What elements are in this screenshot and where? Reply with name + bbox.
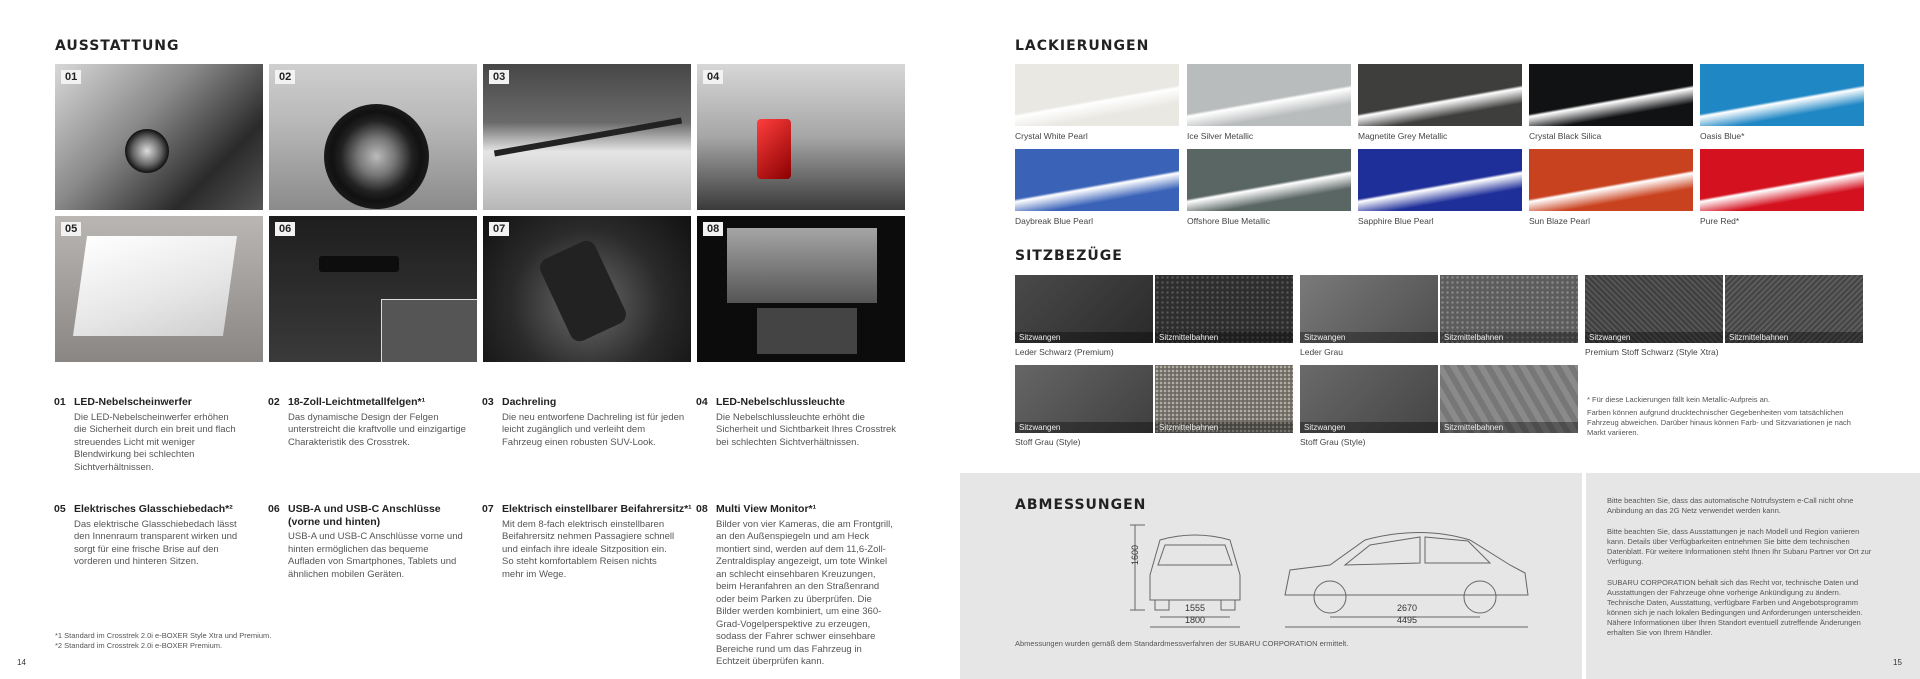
feature-07: 07 Elektrisch einstellbarer Beifahrersitz*¹ Mit dem 8-fach elektrisch einstellbaren Beifahrersitz nehmen Passagiere schnell und einfach ihre ideale Sitzposition ein. So steht komfortablem Reisen nichts mehr im Wege. xyxy=(502,503,702,581)
feature-08: 08 Multi View Monitor*¹ Bilder von vier Kameras, die am Frontgrill, an den Außenspiegeln und am Heck montiert sind, werden auf dem 11,6-Zoll-Zentraldisplay angezeigt, um tote Winkel an schlecht einsehbaren Kreuzungen, beim Heranfahren an den Straßenrand oder beim Parken zu überprüfen. Die Bilder werden kombiniert, um eine 360-Grad-Vogelperspektive zu erzeugen, sodass der Fahrer schwer einsehbare Bereiche rund um das Fahrzeug in Echtzeit überprüfen kann. xyxy=(716,503,916,669)
fabric-premium-black-center: Sitzmittelbahnen xyxy=(1725,275,1863,343)
photo-usb-ports xyxy=(269,216,477,362)
seat-label: Stoff Grau (Style) xyxy=(1300,437,1366,447)
dim-width: 1800 xyxy=(1185,615,1206,625)
dim-wheelbase: 2670 xyxy=(1397,603,1418,613)
paint-name: Ice Silver Metallic xyxy=(1187,131,1254,141)
paint-name: Oasis Blue* xyxy=(1700,131,1745,141)
fabric-grey-style-side: Sitzwangen xyxy=(1015,365,1153,433)
paint-swatch xyxy=(1187,64,1351,126)
paint-name: Crystal Black Silica xyxy=(1529,131,1602,141)
paint-swatch xyxy=(1015,149,1179,211)
feature-text: USB-A und USB-C Anschlüsse vorne und hinten ermöglichen das bequeme Aufladen von Smartphones, Tablets und ähnlichen mobilen Geräten. xyxy=(288,531,463,580)
feature-title: Multi View Monitor*¹ xyxy=(716,503,817,515)
fabric-leather-grey-side: Sitzwangen xyxy=(1300,275,1438,343)
feature-text: Das elektrische Glasschiebedach lässt den Innenraum transparent wirken und sorgt für eine frische Brise auf den vorderen und hinteren Sitzen. xyxy=(74,518,238,567)
photo-fog-light xyxy=(55,64,263,210)
paint-swatch xyxy=(1015,64,1179,126)
feature-title: USB-A und USB-C Anschlüsse (vorne und hinten) xyxy=(288,503,441,528)
seat-heading: SITZBEZÜGE xyxy=(1015,248,1123,264)
paint-swatch xyxy=(1529,64,1693,126)
paint-name: Pure Red* xyxy=(1700,216,1740,226)
feature-04: 04 LED-Nebelschlussleuchte Die Nebelschlussleuchte erhöht die Sicherheit und Sichtbarkeit Ihres Crosstrek bei schlechten Sichtverhältnissen. xyxy=(716,396,916,449)
tile-number: 05 xyxy=(61,222,81,236)
fabric-leather-grey-center: Sitzmittelbahnen xyxy=(1440,275,1578,343)
photo-roof-rail xyxy=(483,64,691,210)
feature-text: Die Nebelschlussleuchte erhöht die Sicherheit und Sichtbarkeit Ihres Crosstrek bei schlechten Sichtverhältnissen. xyxy=(716,411,897,448)
paint-name: Daybreak Blue Pearl xyxy=(1015,216,1093,226)
seat-label: Leder Schwarz (Premium) xyxy=(1015,347,1114,357)
feature-03: 03 Dachreling Die neu entworfene Dachreling ist für jeden leicht zugänglich und verleiht dem Fahrzeug einen robusten SUV-Look. xyxy=(502,396,702,449)
feature-title: Dachreling xyxy=(502,396,557,408)
dimensions-note: Abmessungen wurden gemäß dem Standardmessverfahren der SUBARU CORPORATION ermittelt. xyxy=(1015,639,1349,648)
feature-02: 02 18-Zoll-Leichtmetallfelgen*¹ Das dynamische Design der Felgen unterstreicht die kraftvolle und einzigartige Charakteristik des Crosstrek. xyxy=(288,396,488,449)
info-subaru-rights: SUBARU CORPORATION behält sich das Recht vor, technische Daten und Ausstattungen der Fahrzeuge ohne vorherige Ankündigung zu ändern. Technische Daten, Ausstattung, verfügbare Farben und Angebotsprogramm können sich je nach lokalen Bedingungen und Anforderungen unterscheiden. Nähere Informationen über Ihren Standort eventuell zutreffende Änderungen erhalten Sie von Ihrem Händler. xyxy=(1607,578,1863,637)
paint-swatch xyxy=(1187,149,1351,211)
dim-length: 4495 xyxy=(1397,615,1418,625)
tile-number: 08 xyxy=(703,222,723,236)
feature-01: 01 LED-Nebelscheinwerfer Die LED-Nebelscheinwerfer erhöhen die Sicherheit durch ein breit und flach streuendes Licht mit weniger Blendwirkung bei schlechten Sichtverhältnissen. xyxy=(74,396,274,474)
paint-name: Sun Blaze Pearl xyxy=(1529,216,1590,226)
tile-number: 02 xyxy=(275,70,295,84)
photo-multi-view-monitor xyxy=(697,216,905,362)
feature-text: Das dynamische Design der Felgen unterstreicht die kraftvolle und einzigartige Charakteristik des Crosstrek. xyxy=(288,411,466,448)
fabric-grey-style-center: Sitzmittelbahnen xyxy=(1155,365,1293,433)
info-ecall: Bitte beachten Sie, dass das automatische Notrufsystem e-Call nicht ohne Anbindung an das 2G Netz verwendet werden kann. xyxy=(1607,496,1854,515)
paint-swatch xyxy=(1358,64,1522,126)
tile-number: 04 xyxy=(703,70,723,84)
tile-number: 03 xyxy=(489,70,509,84)
feature-text: Die neu entworfene Dachreling ist für jeden leicht zugänglich und verleiht dem Fahrzeug einen robusten SUV-Look. xyxy=(502,411,685,448)
tile-number: 07 xyxy=(489,222,509,236)
paint-swatch xyxy=(1700,149,1864,211)
seat-label: Leder Grau xyxy=(1300,347,1343,357)
color-disclaimer: Farben können aufgrund drucktechnischer Gegebenheiten vom tatsächlichen Fahrzeug abweichen. Darüber hinaus können Farb- und Sitzvariationen je nach Markt variieren. xyxy=(1587,408,1851,437)
fabric-grey-style2-center: Sitzmittelbahnen xyxy=(1440,365,1578,433)
fabric-grey-style2-side: Sitzwangen xyxy=(1300,365,1438,433)
dim-track: 1555 xyxy=(1185,603,1206,613)
feature-title: LED-Nebelscheinwerfer xyxy=(74,396,192,408)
paint-name: Sapphire Blue Pearl xyxy=(1358,216,1434,226)
paint-name: Magnetite Grey Metallic xyxy=(1358,131,1448,141)
paint-swatch xyxy=(1529,149,1693,211)
feature-title: Elektrisches Glasschiebedach*² xyxy=(74,503,233,515)
dimensions-heading: ABMESSUNGEN xyxy=(1015,497,1147,513)
equipment-heading: AUSSTATTUNG xyxy=(55,38,180,54)
seat-label: Stoff Grau (Style) xyxy=(1015,437,1081,447)
info-equipment: Bitte beachten Sie, dass Ausstattungen je nach Modell und Region variieren kann. Details über Verfügbarkeiten entnehmen Sie bitte dem technischen Datenblatt. Für weitere Informationen steht Ihnen Ihr Subaru Partner vor Ort zur Verfügung. xyxy=(1607,527,1872,566)
page-number-right: 15 xyxy=(1893,658,1902,667)
feature-text: Mit dem 8-fach elektrisch einstellbaren Beifahrersitz nehmen Passagiere schnell und einfach ihre ideale Sitzposition ein. So steht komfortablem Reisen nichts mehr im Wege. xyxy=(502,518,675,580)
photo-sunroof xyxy=(55,216,263,362)
dim-height: 1600 xyxy=(1130,544,1141,566)
tile-number: 06 xyxy=(275,222,295,236)
fabric-leather-black-center: Sitzmittelbahnen xyxy=(1155,275,1293,343)
feature-text: Die LED-Nebelscheinwerfer erhöhen die Sicherheit durch ein breit und flach streuendes Licht mit weniger Blendwirkung bei schlechten Sichtverhältnissen. xyxy=(74,411,236,473)
feature-title: 18-Zoll-Leichtmetallfelgen*¹ xyxy=(288,396,426,408)
footnote-2: *2 Standard im Crosstrek 2.0i e-BOXER Premium. xyxy=(55,641,223,650)
feature-title: Elektrisch einstellbarer Beifahrersitz*¹ xyxy=(502,503,692,515)
fabric-premium-black-side: Sitzwangen xyxy=(1585,275,1723,343)
feature-text: Bilder von vier Kameras, die am Frontgrill, an den Außenspiegeln und am Heck montiert sind, werden auf dem 11,6-Zoll-Zentraldisplay angezeigt, um tote Winkel an schlecht einsehbaren Kreuzungen, beim Heranfahren an den Straßenrand oder beim Parken zu überprüfen. Die Bilder werden kombiniert, um eine 360-Grad-Vogelperspektive zu erzeugen, sodass der Fahrer schwer einsehbare Bereiche rund um das Fahrzeug in Echtzeit überprüfen kann. xyxy=(716,518,893,667)
photo-power-seat xyxy=(483,216,691,362)
tile-number: 01 xyxy=(61,70,81,84)
paint-heading: LACKIERUNGEN xyxy=(1015,38,1150,54)
feature-06: 06 USB-A und USB-C Anschlüsse (vorne und hinten) USB-A und USB-C Anschlüsse vorne und hinten ermöglichen das bequeme Aufladen von Smartphones, Tablets und ähnlichen mobilen Geräten. xyxy=(288,503,488,581)
paint-name: Crystal White Pearl xyxy=(1015,131,1088,141)
seat-label: Premium Stoff Schwarz (Style Xtra) xyxy=(1585,347,1719,357)
fabric-leather-black-side: Sitzwangen xyxy=(1015,275,1153,343)
page-number-left: 14 xyxy=(17,658,26,667)
paint-swatch xyxy=(1358,149,1522,211)
photo-rear-fog-light xyxy=(697,64,905,210)
paint-name: Offshore Blue Metallic xyxy=(1187,216,1270,226)
paint-swatch xyxy=(1700,64,1864,126)
feature-05: 05 Elektrisches Glasschiebedach*² Das elektrische Glasschiebedach lässt den Innenraum transparent wirken und sorgt für eine frische Brise auf den vorderen und hinteren Sitzen. xyxy=(74,503,274,569)
paint-footnote: * Für diese Lackierungen fällt kein Metallic-Aufpreis an. xyxy=(1587,395,1771,404)
footnote-1: *1 Standard im Crosstrek 2.0i e-BOXER Style Xtra und Premium. xyxy=(55,631,272,640)
feature-title: LED-Nebelschlussleuchte xyxy=(716,396,845,408)
photo-alloy-wheel xyxy=(269,64,477,210)
